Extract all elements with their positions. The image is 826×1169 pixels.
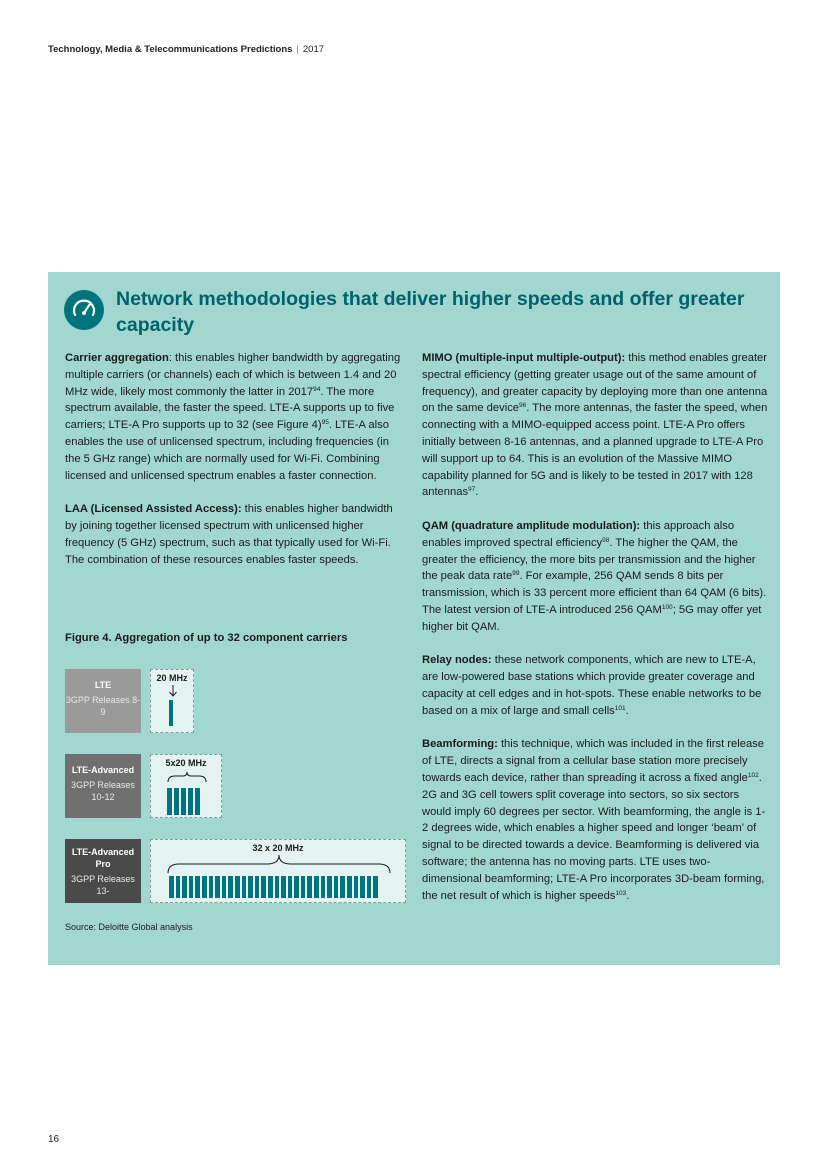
text: . 2G and 3G cell towers split coverage into sectors, so six sectors would imply 60 degrees per sector. With beamforming, the angle is 1-2 degrees wide, which enables a higher speed and longer ‘beam’ of signal to be directed towards a device. Beamforming is delivered via software; the antenna has no moving parts. LTE uses two-dimensional beamforming; LTE-A Pro incorporates 3D-beam forming, the net result of which is higher speeds [422,771,766,902]
figure-source: Source: Deloitte Global analysis [65,922,193,932]
paragraph-beamforming [422,736,768,904]
carrier-bar [174,788,179,815]
footnote-ref: 98 [602,536,610,544]
carrier-bar [340,876,345,898]
text: . [626,889,630,902]
carrier-bar [354,876,359,898]
carrier-bar [169,876,174,898]
text: ; 5G may offer yet higher bit QAM. [422,603,762,633]
tier-releases: 3GPP Releases 13- [71,874,135,896]
carrier-bar [215,876,220,898]
carrier-bar [188,788,193,815]
footnote-ref: 101 [614,704,626,712]
brace-icon [167,771,207,783]
carrier-bars [167,788,200,815]
carrier-bar [321,876,326,898]
footnote-ref: 103 [615,889,627,897]
tier-lte-advanced-pro [65,839,141,903]
footnote-ref: 95 [321,419,329,427]
tier-name: LTE [94,680,112,690]
text: these network components, which are new to LTE-A, are low-powered base stations which provide greater coverage and capacity at cell edges and in hot-spots. These enable networks to be based on a mix of large and small cells [422,654,762,717]
text: . [475,486,479,499]
carrier-bar [209,876,214,898]
paragraph-laa [65,501,403,568]
carrier-bar [242,876,247,898]
text: . [625,704,629,717]
carrier-bar [195,788,200,815]
paragraph-carrier-aggregation [65,350,403,484]
band-lte-advanced-pro [150,839,406,903]
carrier-bar [294,876,299,898]
carrier-bar [222,876,227,898]
tier-releases: 3GPP Releases 8-9 [65,695,141,717]
text: . For example, 256 QAM sends 8 bits per transmission, which is 33 percent more efficient than 64 QAM (6 bits). The latest version of LTE-A introduced 256 QAM [422,570,767,616]
text: . LTE-A also enables the use of unlicensed spectrum, including frequencies (in the 5 GHz range) which are normally used for Wi-Fi. Combining licensed and unlicensed spectrum enables a faster connection. [65,419,390,482]
carrier-bar [169,700,173,726]
text: this method enables greater spectral efficiency (getting greater usage out of the same amount of frequency), and greater capacity by deploying more than one antenna on the same device [422,352,768,415]
carrier-bar [176,876,181,898]
term: Carrier aggregation [65,352,169,364]
panel-title: Network methodologies that deliver higher speeds and offer greater capacity [116,288,745,336]
carrier-bar [360,876,365,898]
paragraph-mimo [422,350,768,501]
paragraph-qam [422,518,768,636]
footnote-ref: 94 [313,385,321,393]
right-column [422,350,768,921]
term: Beamforming: [422,738,498,751]
carrier-bar [281,876,286,898]
carrier-bar [228,876,233,898]
tier-lte [65,669,141,733]
arrow-down-icon [168,685,178,697]
term: QAM (quadrature amplitude modulation): [422,519,641,532]
band-label: 20 MHz [156,673,188,683]
footnote-ref: 100 [661,603,673,611]
info-panel [48,272,780,965]
carrier-bar [202,876,207,898]
carrier-bar [195,876,200,898]
footnote-ref: 96 [519,402,527,410]
band-label: 5x20 MHz [165,758,207,768]
tier-name: LTE-Advanced Pro [71,847,135,869]
publication-title: Technology, Media & Telecommunications Predictions [48,44,293,55]
speedometer-icon [64,290,104,330]
band-lte-advanced [150,754,222,818]
carrier-bar [327,876,332,898]
carrier-bars [169,700,173,726]
carrier-bar [367,876,372,898]
text: : this enables higher bandwidth by aggregating multiple carriers (or channels) each of which is between 1.4 and 20 MHz wide, likely most commonly the latter in 2017 [65,352,401,398]
carrier-bar [235,876,240,898]
footnote-ref: 102 [747,771,759,779]
carrier-bar [275,876,280,898]
carrier-bar [261,876,266,898]
text: this approach also enables improved spectral efficiency [422,519,735,549]
tier-releases: 3GPP Releases 10-12 [71,780,135,802]
brace-icon [167,854,391,874]
page-number: 16 [48,1134,60,1145]
paragraph-relay-nodes [422,652,768,719]
term: Relay nodes: [422,654,492,667]
carrier-bar [182,876,187,898]
carrier-bar [314,876,319,898]
term: MIMO (multiple-input multiple-output): [422,352,626,364]
header-separator: | [296,44,299,55]
tier-name: LTE-Advanced [71,765,135,775]
footnote-ref: 99 [512,570,520,578]
text: this enables higher bandwidth by joining together licensed spectrum with unlicensed higher frequency (5 GHz) spectrum, such as that typically used for Wi-Fi. The combination of these resources enables faster speeds. [65,503,393,566]
text: this technique, which was included in the first release of LTE, directs a signal from a cellular base station more precisely towards each device, rather than spreading it across a fixed angle [422,738,765,784]
carrier-bar [334,876,339,898]
text: . The more spectrum available, the faster the speed. LTE-A supports up to five carriers; LTE-A Pro supports up to 32 (see Figure 4) [65,385,395,432]
text: . The higher the QAM, the greater the efficiency, the more bits per transmission and the higher the peak data rate [422,536,756,583]
text: . The more antennas, the faster the speed, when connecting with a MIMO-equipped access point. LTE-A Pro offers initially between 8-16 antennas, and a planned upgrade to LTE-A Pro will support up to 64. This is an evolution of the Massive MIMO capability planned for 5G and is likely to be tested in 2017 with 128 antennas [422,402,768,499]
band-lte [150,669,194,733]
band-label: 32 x 20 MHz [252,843,304,853]
footnote-ref: 97 [468,486,476,494]
running-header [48,44,324,55]
publication-year: 2017 [302,44,325,55]
carrier-bar [268,876,273,898]
carrier-bar [347,876,352,898]
left-column [65,350,403,585]
term: LAA (Licensed Assisted Access): [65,503,242,516]
carrier-bar [181,788,186,815]
figure-title: Figure 4. Aggregation of up to 32 component carriers [65,632,348,644]
carrier-bar [255,876,260,898]
carrier-bar [307,876,312,898]
carrier-bar [167,788,172,815]
carrier-bar [288,876,293,898]
carrier-bar [248,876,253,898]
tier-lte-advanced [65,754,141,818]
carrier-bar [189,876,194,898]
carrier-bars [169,876,378,898]
carrier-bar [373,876,378,898]
carrier-bar [301,876,306,898]
